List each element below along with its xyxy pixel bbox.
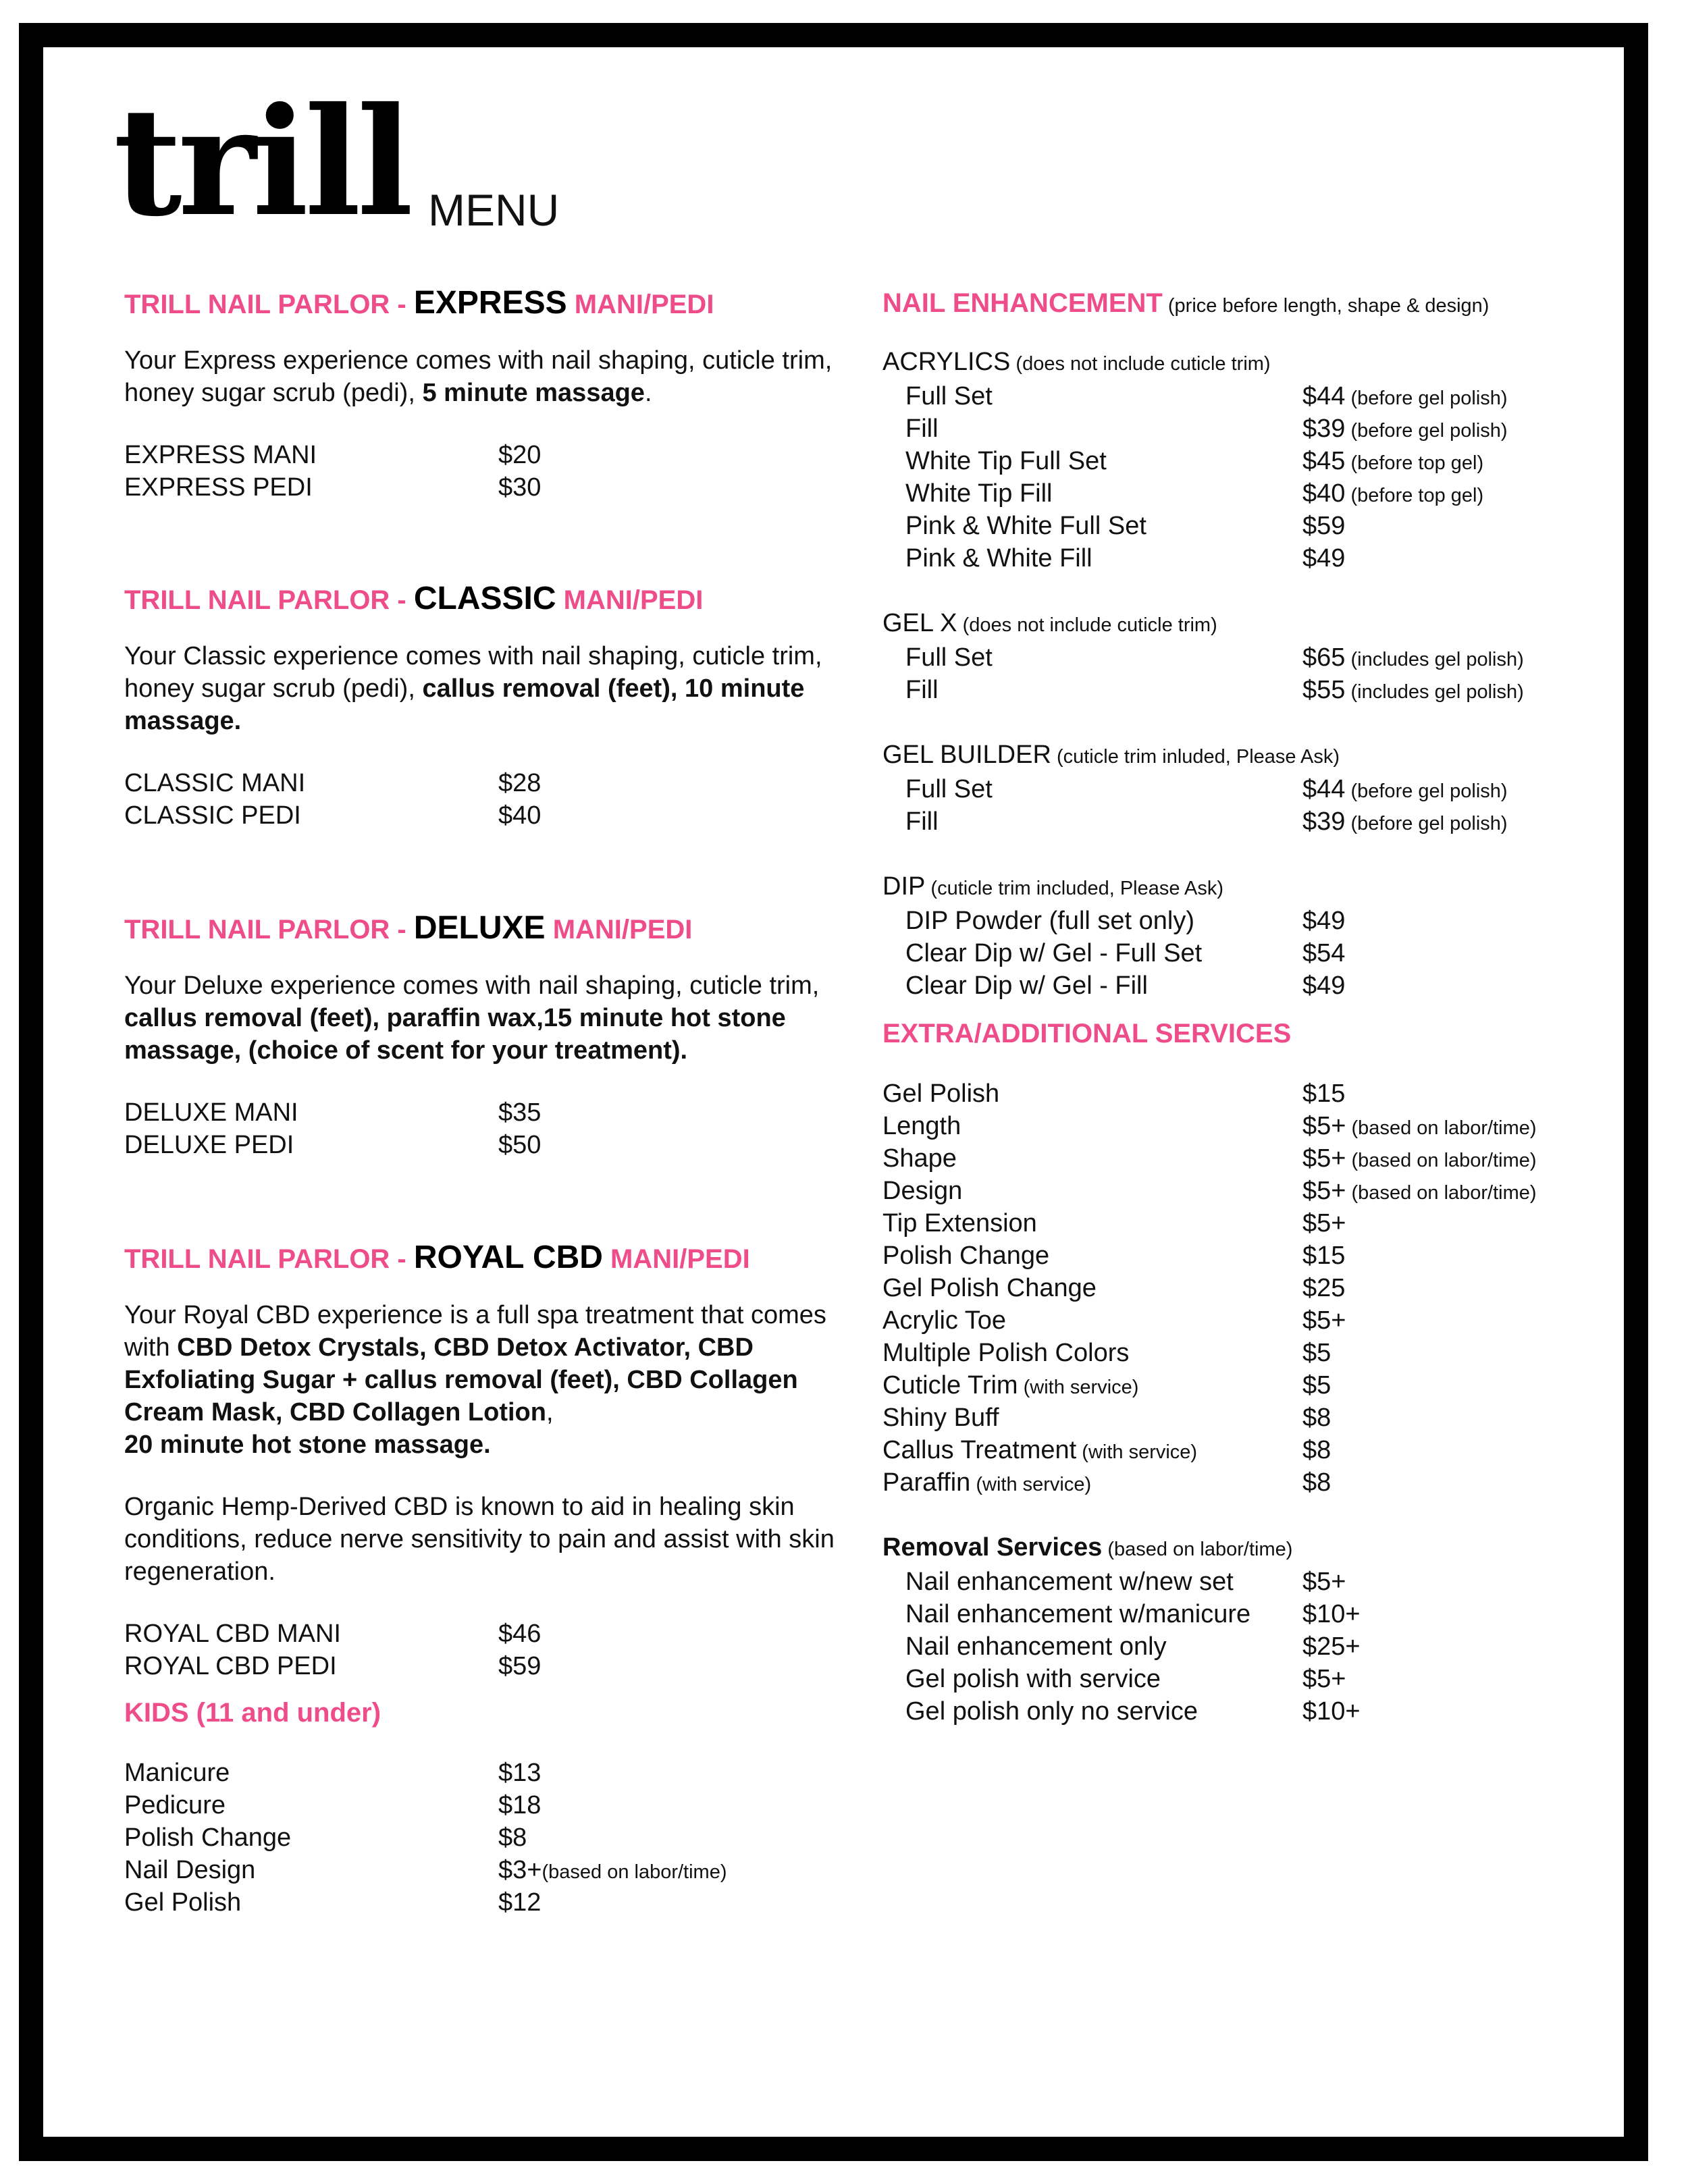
- price-row: DELUXE MANI $35: [124, 1098, 542, 1127]
- price-row: Nail enhancement only $25+: [905, 1632, 1361, 1661]
- removal-services-section: [882, 1531, 1612, 1728]
- gel-builder-title: GEL BUILDER (cuticle trim inluded, Please Ask): [882, 741, 1340, 769]
- price-row: Shiny Buff $8: [882, 1404, 1331, 1432]
- left-column: [124, 284, 840, 1919]
- price-row: Length $5+ (based on labor/time): [882, 1112, 1537, 1140]
- price-row: Manicure $13: [124, 1759, 542, 1787]
- menu-subtitle: MENU: [428, 185, 560, 235]
- price-row: Pink & White Full Set $59: [905, 512, 1346, 540]
- price-row: Clear Dip w/ Gel - Fill $49: [905, 971, 1346, 1000]
- price-row: Cuticle Trim (with service) $5: [882, 1371, 1331, 1400]
- price-row: ROYAL CBD MANI $46: [124, 1620, 542, 1648]
- price-row: Fill $39 (before gel polish): [905, 807, 1508, 836]
- price-row: Pedicure $18: [124, 1791, 542, 1819]
- nail-enhancement-title: NAIL ENHANCEMENT (price before length, shape & design): [882, 288, 1489, 318]
- price-row: Gel polish only no service $10+: [905, 1697, 1361, 1726]
- price-row: Design $5+ (based on labor/time): [882, 1177, 1537, 1205]
- price-row: Full Set $44 (before gel polish): [905, 382, 1508, 410]
- deluxe-title: TRILL NAIL PARLOR - DELUXE MANI/PEDI: [124, 910, 693, 946]
- price-row: Pink & White Fill $49: [905, 544, 1346, 572]
- price-row: Clear Dip w/ Gel - Full Set $54: [905, 939, 1346, 967]
- price-row: Polish Change $8: [124, 1823, 527, 1852]
- classic-title: TRILL NAIL PARLOR - CLASSIC MANI/PEDI: [124, 581, 704, 616]
- kids-section: [124, 1693, 840, 1919]
- price-row: Full Set $44 (before gel polish): [905, 775, 1508, 803]
- price-row: Gel Polish Change $25: [882, 1274, 1346, 1302]
- express-section: [124, 284, 840, 504]
- price-row: Gel polish with service $5+: [905, 1665, 1346, 1693]
- price-row: DELUXE PEDI $50: [124, 1131, 542, 1159]
- price-row: White Tip Full Set $45 (before top gel): [905, 447, 1484, 475]
- right-column: [882, 284, 1612, 1728]
- gel-builder-section: [882, 739, 1612, 838]
- price-row: Acrylic Toe $5+: [882, 1306, 1346, 1335]
- price-row: DIP Powder (full set only) $49: [905, 907, 1346, 935]
- price-row: Shape $5+ (based on labor/time): [882, 1144, 1537, 1173]
- dip-section: [882, 870, 1612, 1002]
- price-row: Gel Polish $12: [124, 1888, 542, 1917]
- price-row: Paraffin (with service) $8: [882, 1468, 1331, 1497]
- royal-cbd-description: Your Royal CBD experience is a full spa treatment that comes with CBD Detox Crystals, CBD Detox Activator, CBD Exfoliating Sugar + callus removal (feet), CBD Collagen Cream Mask, CBD Collagen Lotion, 20 minute hot stone massage.: [124, 1301, 826, 1459]
- royal-cbd-title: TRILL NAIL PARLOR - ROYAL CBD MANI/PEDI: [124, 1240, 750, 1275]
- express-title: TRILL NAIL PARLOR - EXPRESS MANI/PEDI: [124, 285, 714, 321]
- price-row: CLASSIC MANI $28: [124, 769, 542, 797]
- price-row: Nail Design $3+(based on labor/time): [124, 1856, 727, 1884]
- brand-logo: trill: [113, 74, 410, 249]
- price-row: Tip Extension $5+: [882, 1209, 1346, 1237]
- royal-cbd-section: [124, 1238, 840, 1682]
- kids-title: KIDS (11 and under): [124, 1698, 381, 1728]
- price-row: CLASSIC PEDI $40: [124, 801, 542, 830]
- price-row: EXPRESS MANI $20: [124, 441, 542, 469]
- acrylics-title: ACRYLICS (does not include cuticle trim): [882, 348, 1271, 376]
- dip-title: DIP (cuticle trim included, Please Ask): [882, 872, 1223, 901]
- price-row: Callus Treatment (with service) $8: [882, 1436, 1331, 1464]
- cbd-benefits-description: Organic Hemp-Derived CBD is known to aid in healing skin conditions, reduce nerve sensitivity to pain and assist with skin regeneration.: [124, 1493, 835, 1586]
- price-row: Fill $39 (before gel polish): [905, 415, 1508, 443]
- price-row: Gel Polish $15: [882, 1080, 1346, 1108]
- gel-x-title: GEL X (does not include cuticle trim): [882, 609, 1217, 637]
- extra-services-title: EXTRA/ADDITIONAL SERVICES: [882, 1019, 1292, 1048]
- classic-section: [124, 579, 840, 832]
- gel-x-section: [882, 607, 1612, 706]
- price-row: Full Set $65 (includes gel polish): [905, 643, 1524, 672]
- price-row: Fill $55 (includes gel polish): [905, 676, 1524, 704]
- classic-description: Your Classic experience comes with nail shaping, cuticle trim, honey sugar scrub (pedi), callus removal (feet), 10 minute massage.: [124, 642, 822, 735]
- acrylics-section: [882, 346, 1612, 575]
- deluxe-section: [124, 909, 840, 1161]
- extra-services-section: [882, 1014, 1612, 1499]
- price-row: Multiple Polish Colors $5: [882, 1339, 1331, 1367]
- price-row: Nail enhancement w/manicure $10+: [905, 1600, 1361, 1628]
- price-row: ROYAL CBD PEDI $59: [124, 1652, 542, 1680]
- price-row: Polish Change $15: [882, 1242, 1346, 1270]
- removal-services-title: Removal Services (based on labor/time): [882, 1533, 1293, 1562]
- price-row: Nail enhancement w/new set $5+: [905, 1568, 1346, 1596]
- price-row: White Tip Fill $40 (before top gel): [905, 479, 1484, 508]
- price-row: EXPRESS PEDI $30: [124, 473, 542, 502]
- deluxe-description: Your Deluxe experience comes with nail shaping, cuticle trim, callus removal (feet), paraffin wax,15 minute hot stone massage, (choice of scent for your treatment).: [124, 971, 820, 1065]
- express-description: Your Express experience comes with nail shaping, cuticle trim, honey sugar scrub (pedi), 5 minute massage.: [124, 346, 833, 407]
